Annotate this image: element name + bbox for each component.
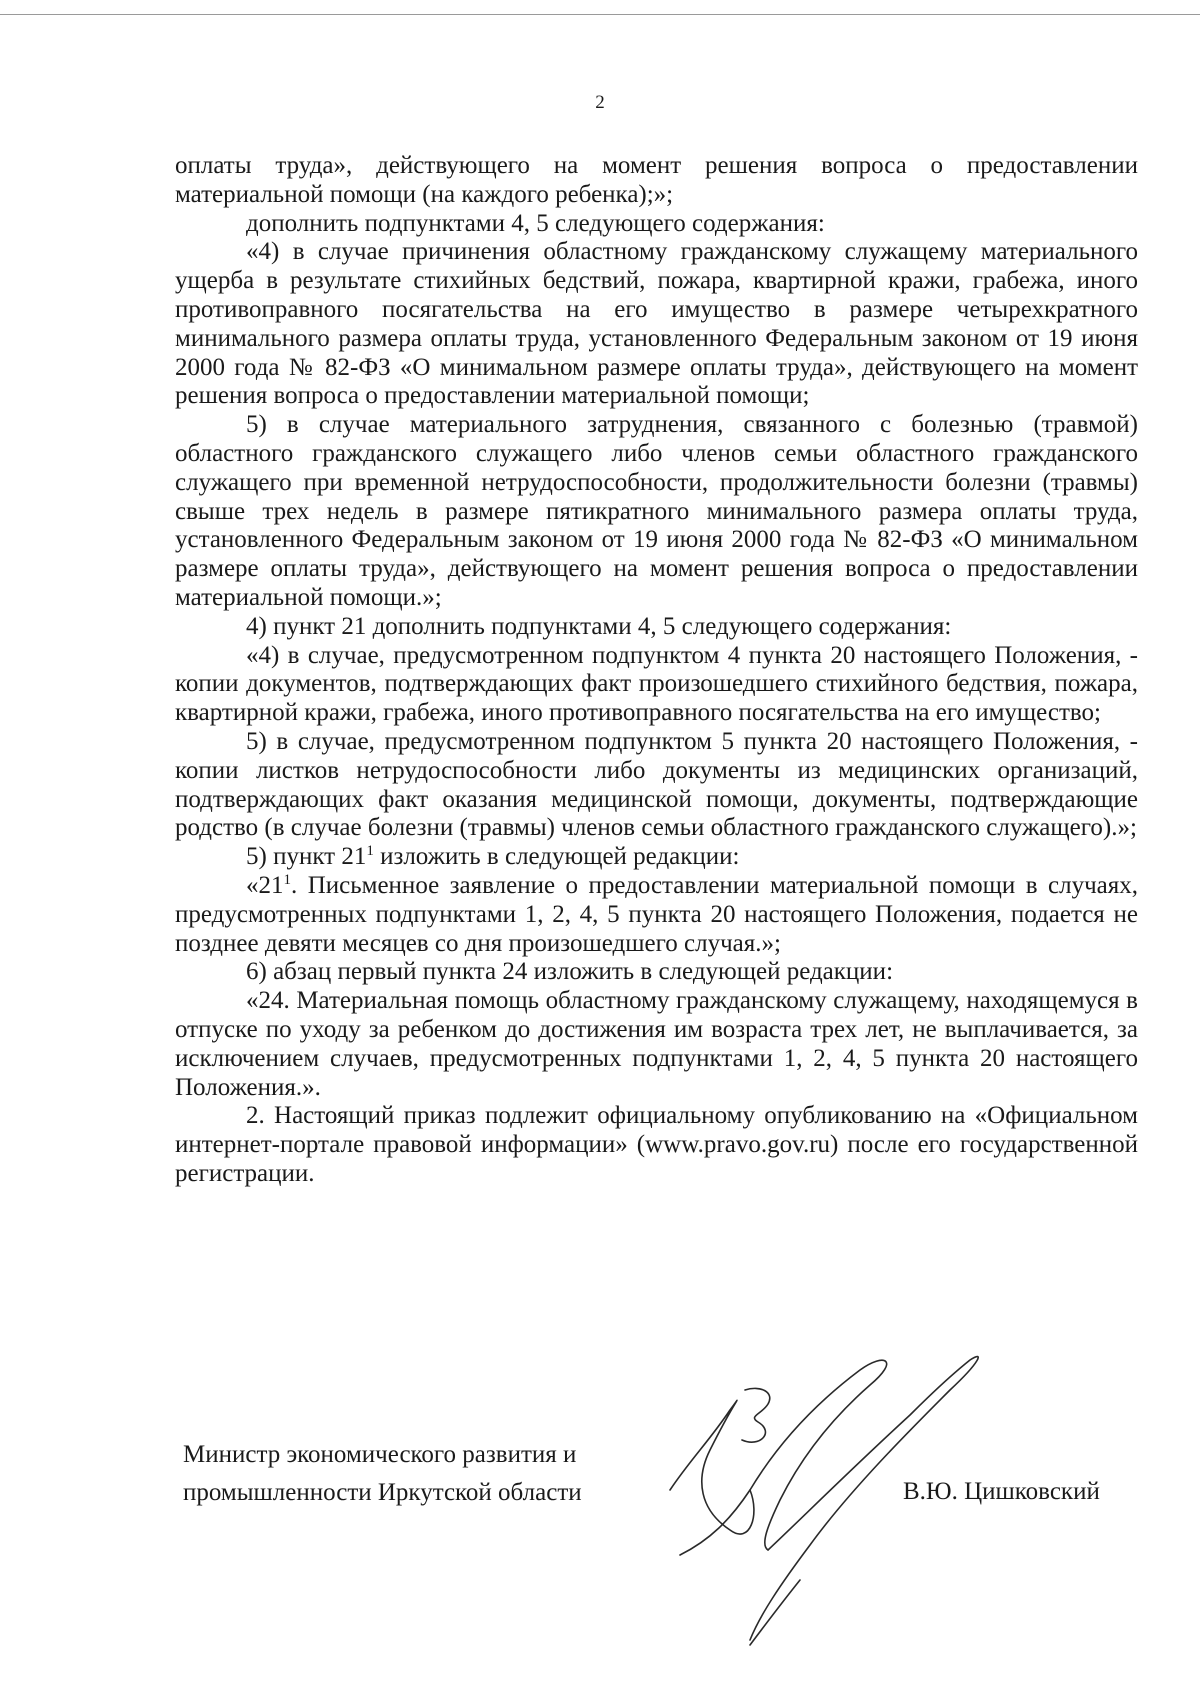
position-line: Министр экономического развития и [183,1441,577,1468]
top-rule [0,14,1200,15]
position-line: промышленности Иркутской области [183,1479,582,1506]
paragraph-text-after: . Письменное заявление о предоставлении материальной помощи в случаях, предусмотренных подпунктами 1, 2, 4, 5 пункта 20 настоящего Положения, подается не позднее девяти месяцев со дня произошедшего случая.»; [175,871,1138,957]
paragraph: 5) в случае материального затруднения, связанного с болезнью (травмой) областного гражданского служащего либо членов семьи областного гражданского служащего при временной нетрудоспособности, продолжительности болезни (травмы) свыше трех недель в размере пятикратного минимального размера оплаты труда, установленного Федеральным законом от 19 июня 2000 года № 82-ФЗ «О минимальном размере оплаты труда», действующего на момент решения вопроса о предоставлении материальной помощи.»; [175,411,1138,611]
document-body [175,152,1138,1189]
superscript: 1 [366,843,374,860]
paragraph [175,872,1138,958]
paragraph-text-before: «21 [246,871,284,899]
signer-name: В.Ю. Цишковский [903,1478,1100,1505]
page-number: 2 [595,92,605,113]
paragraph: «24. Материальная помощь областному гражданскому служащему, находящемуся в отпуске по уходу за ребенком до достижения им возраста трех лет, не выплачивается, за исключением случаев, предусмотренных подпунктами 1, 2, 4, 5 пункта 20 настоящего Положения.». [175,987,1138,1101]
paragraph: оплаты труда», действующего на момент решения вопроса о предоставлении материальной помощи (на каждого ребенка);»; [175,152,1138,208]
paragraph: 2. Настоящий приказ подлежит официальному опубликованию на «Официальном интернет-портале правовой информации» (www.pravo.gov.ru) после его государственной регистрации. [175,1102,1138,1187]
paragraph: дополнить подпунктами 4, 5 следующего содержания: [246,209,825,237]
paragraph: «4) в случае, предусмотренном подпунктом 4 пункта 20 настоящего Положения, - копии документов, подтверждающих факт произошедшего стихийного бедствия, пожара, квартирной кражи, грабежа, иного противоправного посягательства на его имущество; [175,641,1138,727]
paragraph: 6) абзац первый пункта 24 изложить в следующей редакции: [246,958,894,986]
paragraph: 4) пункт 21 дополнить подпунктами 4, 5 следующего содержания: [246,612,952,640]
superscript: 1 [283,871,291,888]
paragraph-text-after: изложить в следующей редакции: [373,843,740,871]
paragraph-text-before: 5) пункт 21 [246,843,367,871]
paragraph: «4) в случае причинения областному гражданскому служащему материального ущерба в результате стихийных бедствий, пожара, квартирной кражи, грабежа, иного противоправного посягательства на его имущество в размере четырехкратного минимального размера оплаты труда, установленного Федеральным законом от 19 июня 2000 года № 82-ФЗ «О минимальном размере оплаты труда», действующего на момент решения вопроса о предоставлении материальной помощи; [175,238,1138,410]
paragraph: 5) в случае, предусмотренном подпунктом 5 пункта 20 настоящего Положения, - копии листков нетрудоспособности либо документы из медицинских организаций, подтверждающих факт оказания медицинской помощи, документы, подтверждающие родство (в случае болезни (травмы) членов семьи областного гражданского служащего).»; [175,727,1138,842]
paragraph [175,843,1138,872]
